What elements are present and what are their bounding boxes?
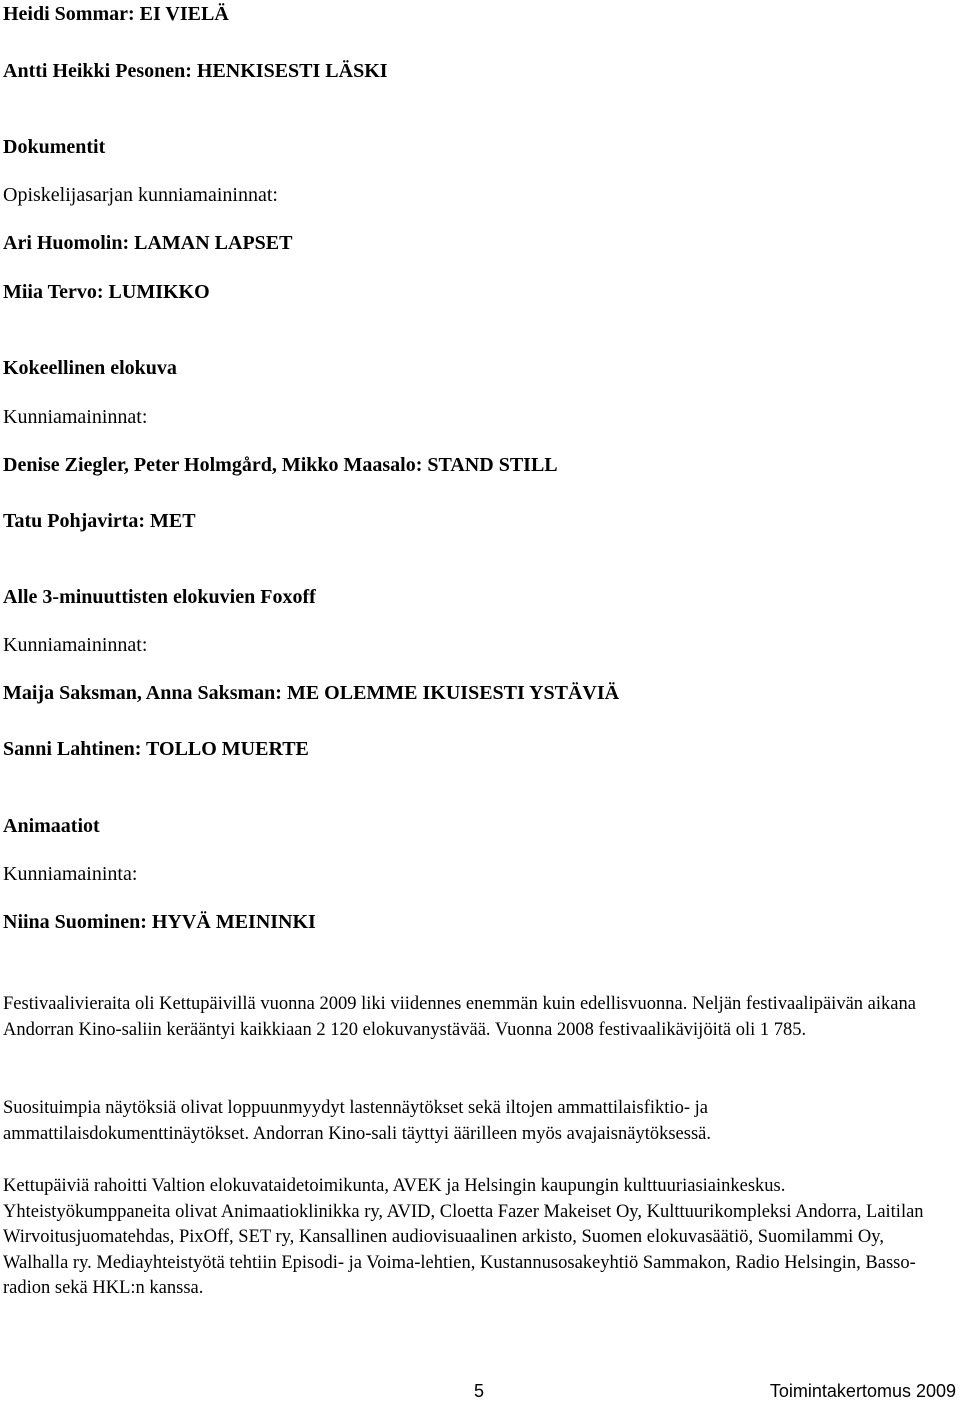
paragraph-popular-screenings: Suosituimpia näytöksiä olivat loppuunmyydyt lastennäytökset sekä iltojen ammattilaisfiktio- ja ammattilaisdokumenttinäytökset. Andorran Kino-sali täyttyi äärilleen myös avajaisnäytöksessä. xyxy=(3,1098,711,1144)
award-line-miia-tervo: Miia Tervo: LUMIKKO xyxy=(3,281,210,303)
award-line-sanni-lahtinen: Sanni Lahtinen: TOLLO MUERTE xyxy=(3,738,309,760)
award-line-ari-huomolin: Ari Huomolin: LAMAN LAPSET xyxy=(3,232,293,254)
award-line-saksman: Maija Saksman, Anna Saksman: ME OLEMME IKUISESTI YSTÄVIÄ xyxy=(3,682,620,704)
subheading-opiskelijasarjan-kunniamaininnat: Opiskelijasarjan kunniamaininnat: xyxy=(3,184,278,206)
award-line-stand-still: Denise Ziegler, Peter Holmgård, Mikko Maasalo: STAND STILL xyxy=(3,454,558,476)
award-line-tatu-pohjavirta: Tatu Pohjavirta: MET xyxy=(3,510,196,532)
subheading-kunniamaininta: Kunniamaininta: xyxy=(3,863,138,885)
paragraph-visitors: Festivaalivieraita oli Kettupäivillä vuonna 2009 liki viidennes enemmän kuin edellisvuonna. Neljän festivaalipäivän aikana Andorran Kino-saliin kerääntyi kaikkiaan 2 120 elokuvanystävää. Vuonna 2008 festivaalikävijöitä oli 1 785. xyxy=(3,994,916,1040)
section-heading-kokeellinen-elokuva: Kokeellinen elokuva xyxy=(3,357,177,379)
section-heading-dokumentit: Dokumentit xyxy=(3,136,106,158)
section-heading-foxoff: Alle 3-minuuttisten elokuvien Foxoff xyxy=(3,586,316,608)
subheading-kunniamaininnat: Kunniamaininnat: xyxy=(3,406,148,428)
award-line-heidi-sommar: Heidi Sommar: EI VIELÄ xyxy=(3,3,229,25)
subheading-kunniamaininnat-foxoff: Kunniamaininnat: xyxy=(3,634,148,656)
paragraph-funding-partners: Kettupäiviä rahoitti Valtion elokuvataidetoimikunta, AVEK ja Helsingin kaupungin kulttuuriasiainkeskus. Yhteistyökumppaneita olivat Animaatioklinikka ry, AVID, Cloetta Fazer Makeiset Oy, Kulttuurikompleksi Andorra, Laitilan Wirvoitusjuomatehdas, PixOff, SET ry, Kansallinen audiovisuaalinen arkisto, Suomen elokuvasäätiö, Suomilammi Oy, Walhalla ry. Mediayhteistyötä tehtiin Episodi- ja Voima-lehtien, Kustannusosakeyhtiö Sammakon, Radio Helsingin, Basso-radion sekä HKL:n kanssa. xyxy=(3,1176,924,1298)
page-number: 5 xyxy=(474,1381,485,1401)
award-line-antti-heikki-pesonen: Antti Heikki Pesonen: HENKISESTI LÄSKI xyxy=(3,60,388,82)
footer-title: Toimintakertomus 2009 xyxy=(769,1381,956,1401)
section-heading-animaatiot: Animaatiot xyxy=(3,815,100,837)
award-line-niina-suominen: Niina Suominen: HYVÄ MEININKI xyxy=(3,911,316,933)
